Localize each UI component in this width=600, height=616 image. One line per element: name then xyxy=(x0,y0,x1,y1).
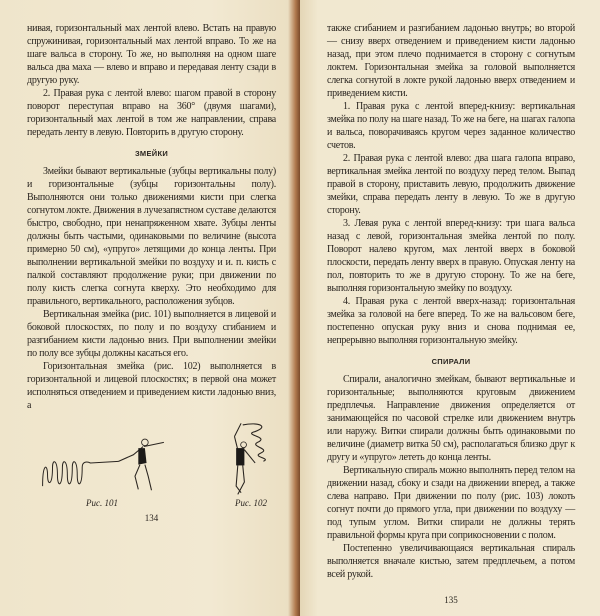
section-heading-spirali: СПИРАЛИ xyxy=(431,357,471,366)
paragraph: Вертикальная змейка (рис. 101) выполняется в лицевой и боковой плоскостях, по полу и по воздуху сгибанием и разгибанием кисти ладонью вниз. При выполнении змейки по полу все зубцы должны касаться его. xyxy=(27,309,276,359)
paragraph: Горизонтальная змейка (рис. 102) выполняется в горизонтальной и лицевой плоскостях; в первой она может исполняться отведением и приведением кисти ладонью вниз, а xyxy=(27,361,276,411)
figure-101 xyxy=(27,430,177,509)
paragraph: Вертикальную спираль можно выполнять перед телом на движении назад, сбоку и сзади на движении вперед, а также слева направо. При движении по полу (рис. 103) локоть согнут почти до прямого угла, при движении по воздуху — под тупым углом. Витки спирали не должны терять правильной формы круга при соприкосновении с полом. xyxy=(327,465,575,541)
figure-102-illustration xyxy=(226,420,276,496)
paragraph: нивая, горизонтальный мах лентой влево. Встать на правую спружинивая, горизонтальный мах лентой вправо. То же на шаге вальса в сторону. То же, но выполняя на одном шаге вальса два маха — влево и вправо и передавая ленту сзади в другую руку. xyxy=(27,23,276,86)
paragraph: также сгибанием и разгибанием ладонью внутрь; во второй — снизу вверх отведением и приведением кисти ладонью назад, при этом плечо поднимается в сторону с согнутым локтем. Горизонтальная змейка за головой выполняется слегка согнутой в локте рукой ладонью вверх отведением и приведением кисти. xyxy=(327,23,575,99)
right-exercises-text xyxy=(327,22,575,347)
left-intro-text xyxy=(27,22,276,139)
section-heading-zmeyki: ЗМЕЙКИ xyxy=(134,149,169,158)
figure-102 xyxy=(226,420,276,509)
figures-row xyxy=(27,420,276,509)
paragraph: 4. Правая рука с лентой вверх-назад: горизонтальная змейка за головой на беге вперед. То же на вальсовом беге, постепенно опуская руку вниз и снова поднимая ее, непрерывно выполняя горизонтальную змейку. xyxy=(327,296,575,346)
paragraph: 2. Правая рука с лентой влево: два шага галопа вправо, вертикальная змейка лентой по воздуху перед телом. Выпад правой в сторону, приставить левую, продолжить движение змейки, справа передать ленту в левую. То же в другую сторону. xyxy=(327,153,575,216)
right-page xyxy=(300,0,600,616)
paragraph: 1. Правая рука с лентой вперед-книзу: вертикальная змейка по полу на шаге назад. То же на беге, на шагах галопа и вальса, поворачиваясь кругом через заданное количество счетов. xyxy=(327,101,575,151)
paragraph: Змейки бывают вертикальные (зубцы вертикальны полу) и горизонтальные (зубцы горизонтальны полу). Выполняются они только движениями кисти при слегка согнутом локте. Движения в лучезапястном суставе делаются быстро, свободно, при ненапряженном хвате. Зубцы ленты должны быть частыми, одинаковыми по величине (высота примерно 50 см), «упруго» летящими до конца ленты. При выполнении вертикальной змейки по воздуху и и. п. кисть с палкой составляют продолжение руки; при движении по полу кисть слегка согнута кверху. Это необходимо для правильного, вертикального, расположения зубцов. xyxy=(27,166,276,307)
paragraph: 2. Правая рука с лентой влево: шагом правой в сторону поворот переступая вправо на 360° (двумя шагами), горизонтальный мах лентой в том же направлении, справа передать ленту в левую. Повторить в другую сторону. xyxy=(27,88,276,138)
paragraph: Постепенно увеличивающаяся вертикальная спираль выполняется вначале кистью, затем предплечьем, а потом всей рукой. xyxy=(327,543,575,580)
paragraph: 3. Левая рука с лентой вперед-книзу: три шага вальса назад с левой, горизонтальная змейка лентой по полу. Поворот налево кругом, мах лентой вверх в боковой плоскости, передать ленту вверх в правую. Опуская ленту на пол, повторить то же в другую сторону. То же на беге, выполняя горизонтальную змейку по воздуху. xyxy=(327,218,575,294)
zmeyki-section-text xyxy=(27,165,276,412)
figure-102-caption: Рис. 102 xyxy=(235,498,267,508)
page-number: 134 xyxy=(144,513,159,523)
figure-101-caption: Рис. 101 xyxy=(86,498,118,508)
spirali-section-text xyxy=(327,373,575,581)
page-number: 135 xyxy=(444,595,458,605)
figure-101-illustration xyxy=(27,430,177,496)
paragraph: Спирали, аналогично змейкам, бывают вертикальные и горизонтальные; выполняются круговым движением предплечья. Направление движения определяется от занимающейся по часовой стрелке или движением внутрь или наружу. Витки спирали должны быть одинаковыми по величине (диаметр витка 50 см), располагаться близко друг к другу и «упруго» лететь до конца ленты. xyxy=(327,374,575,463)
